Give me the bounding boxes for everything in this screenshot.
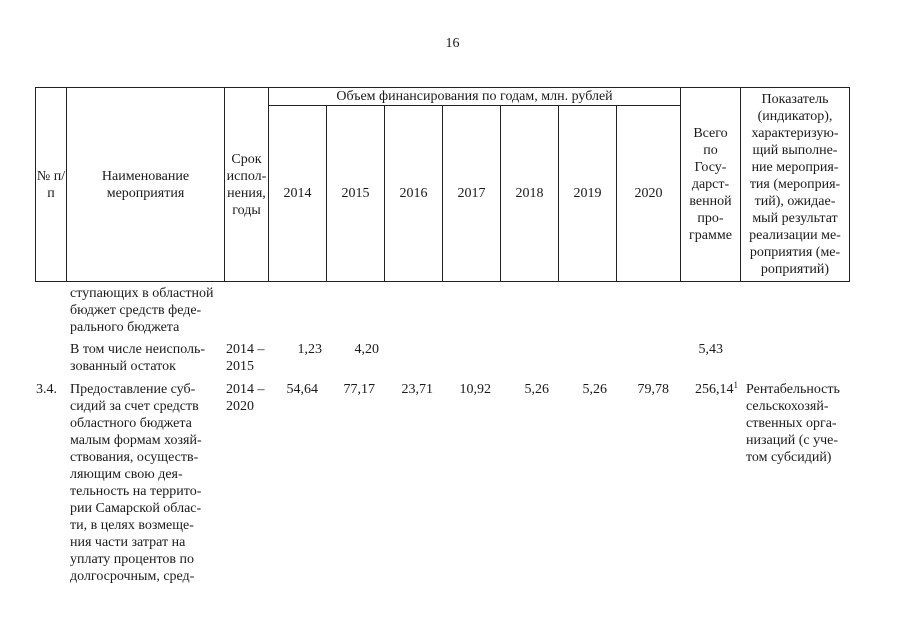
name-line: сидий за счет средств	[70, 399, 199, 414]
name-line: бюджет средств феде-	[70, 303, 202, 318]
indicator-line: Рентабельность	[746, 382, 840, 397]
name-line: долгосрочным, сред-	[70, 569, 195, 584]
name-line: рального бюджета	[70, 320, 180, 335]
row-unused-balance-name	[70, 341, 228, 375]
header-year-2014: 2014	[283, 185, 312, 201]
header-year-2015: 2015	[341, 185, 370, 201]
name-line: малым формам хозяй-	[70, 433, 202, 448]
name-line: тельность на террито-	[70, 484, 202, 499]
name-line: В том числе неисполь-	[70, 342, 206, 357]
value-2018: 5,26	[524, 382, 549, 397]
header-year-2016: 2016	[399, 185, 428, 201]
value-2014: 54,64	[286, 382, 318, 397]
indicator-line: том субсидий)	[746, 450, 832, 465]
header-total: Всего по Госу-дарст-венной про-грамме	[689, 126, 732, 243]
term-line: 2020	[226, 399, 254, 414]
name-line: рии Самарской облас-	[70, 501, 202, 516]
header-num: № п/п	[36, 168, 66, 201]
name-line: зованный остаток	[70, 359, 176, 374]
term-line: 2014 –	[226, 342, 265, 357]
name-line: ствования, осуществ-	[70, 450, 199, 465]
value-2019: 5,26	[582, 382, 607, 397]
value-2015: 4,20	[354, 342, 379, 357]
value-total: 5,43	[698, 342, 723, 357]
name-line: Предоставление суб-	[70, 382, 196, 397]
row-3-4-name	[70, 381, 222, 585]
row-continuation-name	[70, 285, 214, 336]
value-2017: 10,92	[459, 382, 491, 397]
value-total	[681, 381, 738, 398]
name-line: уплату процентов по	[70, 552, 194, 567]
header-indicator: Показатель (индикатор), характеризую-щий выполне-ние мероприя-тия (мероприя-тий), ожидае-мый результат реализации ме-роприятия (ме-роприятий)	[749, 92, 841, 277]
value-2015: 77,17	[343, 382, 375, 397]
value-2016: 23,71	[401, 382, 433, 397]
name-line: областного бюджета	[70, 416, 192, 431]
name-line: ти, в целях возмеще-	[70, 518, 194, 533]
term-line: 2014 –	[226, 382, 265, 397]
header-financing-group: Объем финансирования по годам, млн. рублей	[336, 89, 613, 104]
term-line: 2015	[226, 359, 254, 374]
indicator-line: сельскохозяй-	[746, 399, 829, 414]
header-year-2019: 2019	[573, 185, 602, 201]
indicator-line: низаций (с уче-	[746, 433, 838, 448]
name-line: ступающих в областной	[70, 286, 214, 301]
row-3-4-term	[226, 381, 265, 415]
indicator-line: ственных орга-	[746, 416, 837, 431]
row-3-4-num: 3.4.	[36, 382, 57, 397]
value-2014: 1,23	[297, 342, 322, 357]
row-3-4-indicator	[746, 381, 840, 466]
header-name: Наименование мероприятия	[101, 168, 190, 201]
value-2020: 79,78	[637, 382, 669, 397]
row-unused-balance-term	[226, 341, 265, 375]
total-value: 256,14	[695, 382, 734, 397]
name-line: ляющим свою дея-	[70, 467, 183, 482]
name-line: ния части затрат на	[70, 535, 186, 550]
footnote-marker: 1	[733, 380, 738, 390]
header-term: Срок испол-нения, годы	[226, 151, 267, 218]
header-year-2018: 2018	[515, 185, 544, 201]
col-border	[849, 87, 850, 282]
page-number: 16	[445, 36, 460, 51]
header-year-2020: 2020	[634, 185, 663, 201]
header-year-2017: 2017	[457, 185, 486, 201]
